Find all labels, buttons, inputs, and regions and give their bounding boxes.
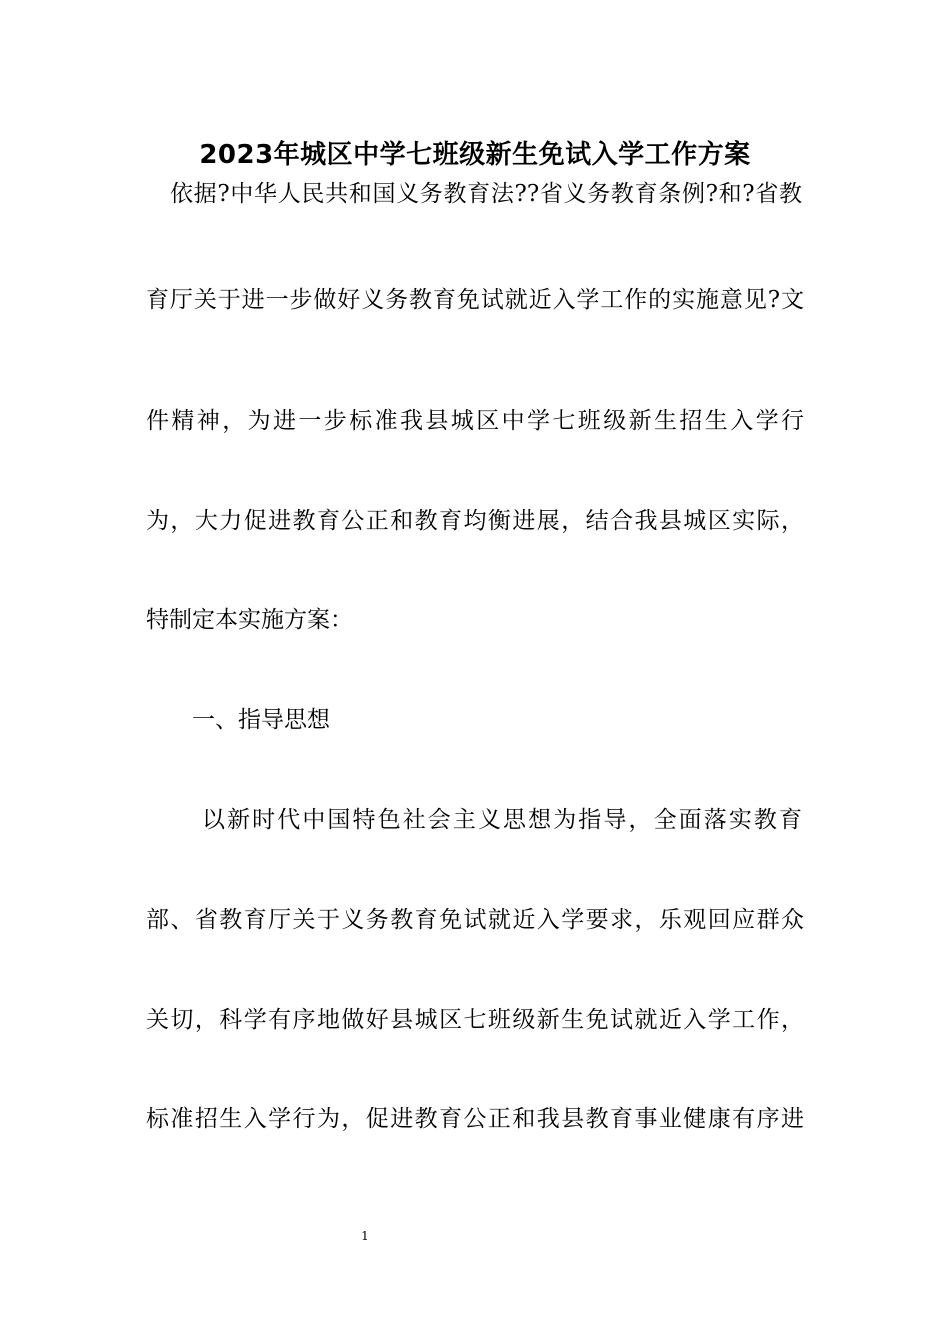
document-title: 2023年城区中学七班级新生免试入学工作方案 xyxy=(199,140,751,170)
body-line-4: 为，大力促进教育公正和教育均衡进展，结合我县城区实际， xyxy=(146,508,804,534)
page-number: 1 xyxy=(361,1229,369,1243)
body-line-7: 部、省教育厅关于义务教育免试就近入学要求，乐观回应群众 xyxy=(146,907,804,933)
body-line-2: 育厅关于进一步做好义务教育免试就近入学工作的实施意见?文 xyxy=(146,287,804,313)
body-line-1: 依据?中华人民共和国义务教育法??省义务教育条例?和?省教 xyxy=(170,181,802,207)
body-line-5: 特制定本实施方案： xyxy=(146,607,353,633)
section-heading: 一、指导思想 xyxy=(192,707,330,733)
body-line-3: 件精神，为进一步标准我县城区中学七班级新生招生入学行 xyxy=(146,408,804,434)
body-line-8: 关切，科学有序地做好县城区七班级新生免试就近入学工作， xyxy=(146,1007,804,1033)
body-line-6: 以新时代中国特色社会主义思想为指导，全面落实教育 xyxy=(202,807,802,833)
body-line-9: 标准招生入学行为，促进教育公正和我县教育事业健康有序进 xyxy=(146,1106,804,1132)
